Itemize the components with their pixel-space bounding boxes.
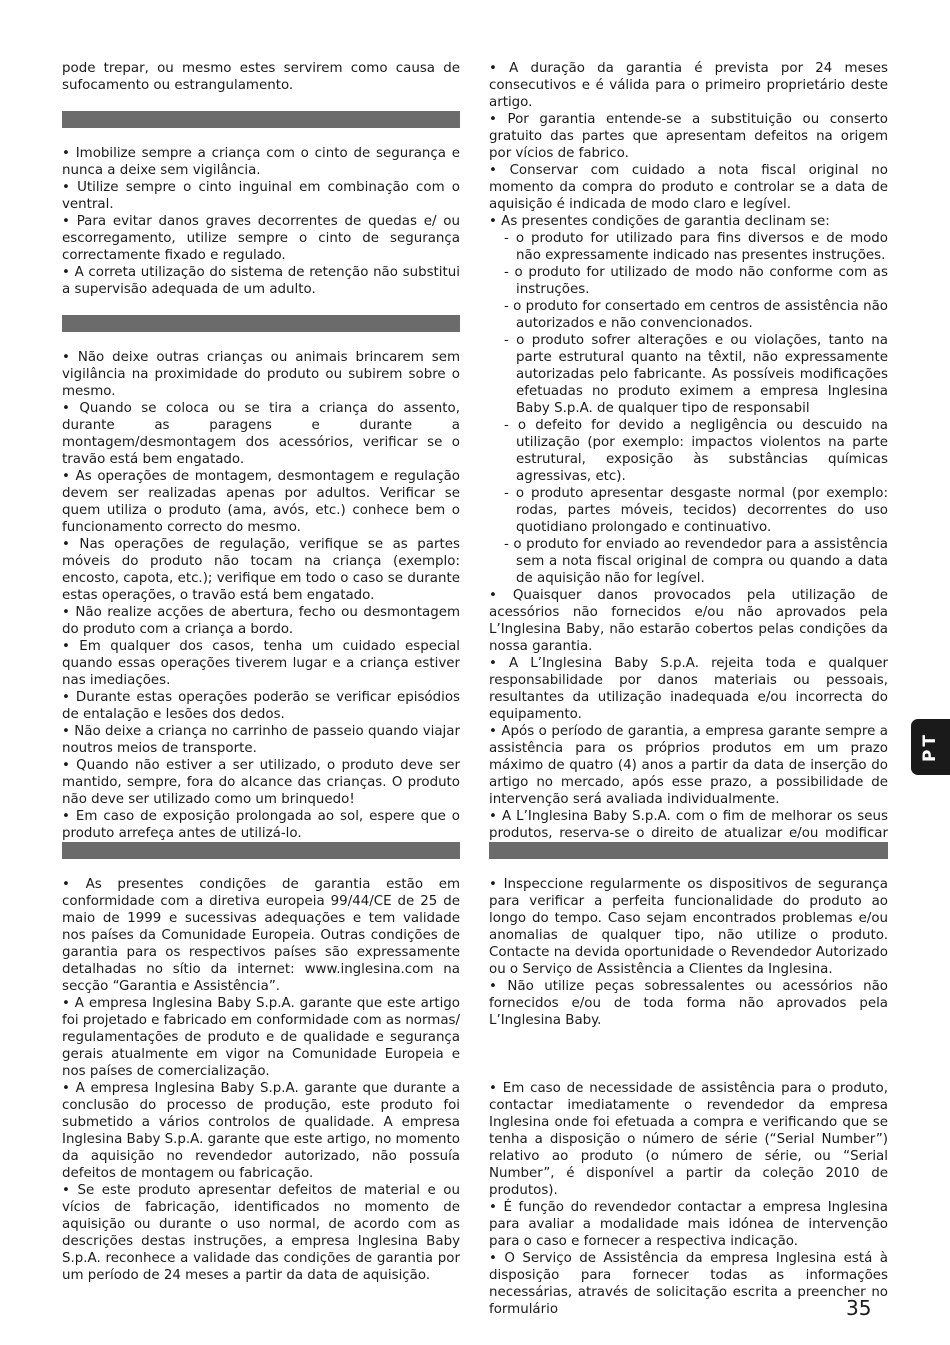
bullet-item: • A correta utilização do sistema de retenção não substitui a supervisão adequada de um adulto. <box>62 265 460 297</box>
bullet-item: • As operações de montagem, desmontagem e regulação devem ser realizadas apenas por adultos. Verificar se quem utiliza o produto (ama, avós, etc.) conhece bem o funcionamento correcto do mesmo. <box>62 469 460 535</box>
bullet-item: • A empresa Inglesina Baby S.p.A. garante que este artigo foi projetado e fabricado em conformidade com as normas/ regulamentações de produto e de qualidade e segurança gerais atualmente em vigor na Comunidade Europeia e nos países de comercialização. <box>62 996 461 1079</box>
bullet-item: • Quando não estiver a ser utilizado, o produto deve ser mantido, sempre, fora do alcance das crianças. O produto não deve ser utilizado como um brinquedo! <box>62 758 460 807</box>
exclusion-item: - o produto for utilizado de modo não conforme com as instruções. <box>504 265 888 297</box>
exclusion-item: - o produto for enviado ao revendedor para a assistência sem a nota fiscal original de compra ou quando a data de aquisição não for legível. <box>504 537 888 586</box>
section-header-bar <box>62 842 460 859</box>
exclusion-item: - o produto for consertado em centros de assistência não autorizados e não convencionados. <box>504 299 888 331</box>
bullet-item: • As presentes condições de garantia declinam se: <box>489 214 830 229</box>
bullet-item: • Não realize acções de abertura, fecho ou desmontagem do produto com a criança a bordo. <box>62 605 460 637</box>
bullet-item: • A duração da garantia é prevista por 24 meses consecutivos e é válida para o primeiro proprietário deste artigo. <box>489 61 888 110</box>
bullet-item: • As presentes condições de garantia estão em conformidade com a diretiva europeia 99/44/CE de 25 de maio de 1999 e sucessivas adequações e tem validade nos países da Comunidade Europeia. Outras condições de garantia para os respectivos países são expressamente detalhadas no sítio da internet: www.inglesina.com na secção “Garantia e Assistência”. <box>62 877 460 994</box>
bullet-item: • Se este produto apresentar defeitos de material e ou vícios de fabricação, identificados no momento de aquisição ou durante o uso normal, de acordo com as descrições destas instruções, a empresa Inglesina Baby S.p.A. reconhece a validade das condições de garantia por um período de 24 meses a partir da data de aquisição. <box>62 1183 460 1283</box>
bullet-item: • Não utilize peças sobressalentes ou acessórios não fornecidos e/ou de toda forma não aprovados pela L’Inglesina Baby. <box>489 979 888 1028</box>
bullet-item: • A L’Inglesina Baby S.p.A. com o fim de melhorar os seus produtos, reserva-se o direito de atualizar e/ou modificar <box>489 809 888 841</box>
left-section-2 <box>62 349 460 842</box>
bullet-item: • Em qualquer dos casos, tenha um cuidado especial quando essas operações tiverem lugar e a criança estiver nas imediações. <box>62 639 460 688</box>
bullet-item: • Nas operações de regulação, verifique se as partes móveis do produto não tocam na criança (exemplo: encosto, capota, etc.); verifique em todo o caso se durante estas operações, o travão está bem engatado. <box>62 537 460 603</box>
right-warranty-block <box>489 60 888 859</box>
bullet-item: • Não deixe outras crianças ou animais brincarem sem vigilância na proximidade do produto ou subirem sobre o mesmo. <box>62 350 460 399</box>
bullet-item: • A L’Inglesina Baby S.p.A. rejeita toda e qualquer responsabilidade por danos materiais ou pessoais, resultantes da utilização inadequada e/ou incorrecta do equipamento. <box>489 656 888 722</box>
bullet-item: • Para evitar danos graves decorrentes de quedas e/ ou escorregamento, utilize sempre o cinto de segurança correctamente fixado e regulado. <box>62 214 460 263</box>
bullet-item: • Imobilize sempre a criança com o cinto de segurança e nunca a deixe sem vigilância. <box>62 146 460 178</box>
bullet-item: • Em caso de exposição prolongada ao sol, espere que o produto arrefeça antes de utilizá-lo. <box>62 809 460 841</box>
bullet-item: • Quaisquer danos provocados pela utilização de acessórios não fornecidos e/ou não aprovados pela L’Inglesina Baby, não estarão cobertos pelas condições da nossa garantia. <box>489 588 888 654</box>
bullet-item: • Utilize sempre o cinto inguinal em combinação com o ventral. <box>62 180 460 212</box>
exclusion-item: - o produto apresentar desgaste normal (por exemplo: rodas, partes móveis, tecidos) decorrentes do uso quotidiano prolongado e continuativo. <box>504 486 888 535</box>
page-number: 35 <box>846 1296 872 1320</box>
bullet-item: • Por garantia entende-se a substituição ou conserto gratuito das partes que apresentam defeitos na origem por vícios de fabrico. <box>489 112 888 161</box>
left-section-1 <box>62 145 460 298</box>
left-intro <box>62 60 460 94</box>
left-section-3 <box>62 876 460 1284</box>
bullet-item: • A empresa Inglesina Baby S.p.A. garante que durante a conclusão do processo de produção, este produto foi submetido a vários controlos de qualidade. A empresa Inglesina Baby S.p.A. garante que este artigo, no momento da aquisição no revendedor autorizado, não possuía defeitos de montagem ou fabricação. <box>62 1081 460 1181</box>
exclusion-item: - o produto for utilizado para fins diversos e de modo não expressamente indicado nas presentes instruções. <box>504 231 888 263</box>
bullet-item: • Após o período de garantia, a empresa garante sempre a assistência para os próprios produtos em um prazo máximo de quatro (4) anos a partir da data de inserção do artigo no mercado, após esse prazo, a possibilidade de intervenção será avaliada individualmente. <box>489 724 888 807</box>
bullet-item: • Em caso de necessidade de assistência para o produto, contactar imediatamente o revendedor da empresa Inglesina onde foi efetuada a compra e verificando que se tenha a disposição o número de série (“Serial Number”) relativo ao produto (o número de série, ou “Serial Number”, é disponível a partir da coleção 2010 de produtos). <box>489 1081 888 1198</box>
bullet-item: • Conservar com cuidado a nota fiscal original no momento da compra do produto e controlar se a data de aquisição é indicada de modo claro e legível. <box>489 163 888 212</box>
bullet-item: • Não deixe a criança no carrinho de passeio quando viajar noutros meios de transporte. <box>62 724 460 756</box>
bullet-item: • É função do revendedor contactar a empresa Inglesina para avaliar a modalidade mais idónea de intervenção para o caso e fornecer a respectiva indicação. <box>489 1200 888 1249</box>
right-section-5 <box>489 1080 888 1318</box>
bullet-item: • Quando se coloca ou se tira a criança do assento, durante as paragens e durante a montagem/desmontagem dos acessórios, verificar se o travão está bem engatado. <box>62 401 460 467</box>
section-header-bar <box>489 842 888 859</box>
bullet-item: • Durante estas operações poderão se verificar episódios de entalação e lesões dos dedos. <box>62 690 460 722</box>
language-tab-label: PT <box>920 731 941 763</box>
exclusion-item: - o defeito for devido a negligência ou descuido na utilização (por exemplo: impactos violentos na parte estrutural, exposição às substâncias químicas agressivas, etc). <box>504 418 888 484</box>
bullet-item: • O Serviço de Assistência da empresa Inglesina está à disposição para fornecer todas as informações necessárias, através de solicitação escrita a preencher no formulário <box>489 1251 888 1317</box>
bullet-item: • Inspeccione regularmente os dispositivos de segurança para verificar a perfeita funcionalidade do produto ao longo do tempo. Caso sejam encontrados problemas e/ou anomalias de qualquer tipo, não utilize o produto. Contacte na devida oportunidade o Revendedor Autorizado ou o Serviço de Assistência a Clientes da Inglesina. <box>489 877 888 977</box>
section-header-bar <box>62 315 460 332</box>
section-header-bar <box>62 111 460 128</box>
language-tab <box>911 719 950 775</box>
right-section-4 <box>489 876 888 1029</box>
paragraph: pode trepar, ou mesmo estes servirem como causa de sufocamento ou estrangulamento. <box>62 61 460 93</box>
exclusion-item: - o produto sofrer alterações e ou violações, tanto na parte estrutural quanto na têxtil, não expressamente autorizadas pelo fabricante. As possíveis modificações efetuadas no produto eximem a empresa Inglesina Baby S.p.A. de qualquer tipo de responsabil <box>504 333 888 416</box>
